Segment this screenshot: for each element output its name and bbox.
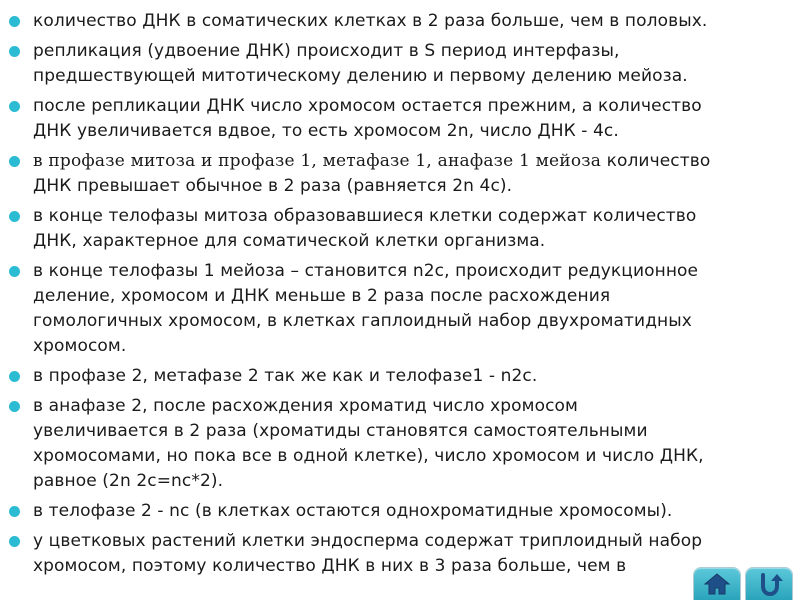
bullet-text-line: хромосомами, но пока все в одной клетке), число хромосом и число ДНК, <box>33 446 704 466</box>
bullet-text-line: после репликации ДНК число хромосом остается прежним, а количество <box>33 96 702 116</box>
list-item <box>7 39 793 89</box>
bullet-text-serif: в профазе митоза и профазе 1, метафазе 1, анафазе 1 мейоза <box>33 151 602 171</box>
bullet-text: количество ДНК в соматических клетках в 2 раза больше, чем в половых. <box>33 11 708 31</box>
bullet-dot <box>9 156 20 167</box>
bullet-dot <box>9 506 20 517</box>
bullet-dot <box>9 211 20 222</box>
bullet-text-line: предшествующей митотическому делению и первому делению мейоза. <box>33 66 688 86</box>
home-button[interactable] <box>694 568 740 600</box>
back-button[interactable] <box>746 568 792 600</box>
bullet-dot <box>9 266 20 277</box>
bullet-text-line: ДНК увеличивается вдвое, то есть хромосом 2n, число ДНК - 4c. <box>33 121 619 141</box>
bullet-text: количество <box>601 151 711 171</box>
bullet-text-line: гомологичных хромосом, в клетках гаплоидный набор двухроматидных <box>33 311 692 331</box>
list-item <box>7 364 793 389</box>
bullet-dot <box>9 536 20 547</box>
list-item <box>7 94 793 144</box>
bullet-dot <box>9 46 20 57</box>
bullet-dot <box>9 101 20 112</box>
bullet-text-line: равное (2n 2c=nc*2). <box>33 471 224 491</box>
bullet-dot <box>9 371 20 382</box>
bullet-text-line: хромосом, поэтому количество ДНК в них в 3 раза больше, чем в <box>33 556 627 576</box>
bullet-text-line: ДНК, характерное для соматической клетки организма. <box>33 231 546 251</box>
bullet-text-line: в анафазе 2, после расхождения хроматид число хромосом <box>33 396 578 416</box>
bullet-text-line: у цветковых растений клетки эндосперма содержат триплоидный набор <box>33 531 703 551</box>
bullet-text-line: увеличивается в 2 раза (хроматиды становятся самостоятельными <box>33 421 648 441</box>
bullet-text-line: в конце телофазы митоза образовавшиеся клетки содержат количество <box>33 206 697 226</box>
list-item <box>7 259 793 359</box>
list-item <box>7 9 793 34</box>
bullet-text: в профазе 2, метафазе 2 так же как и телофазе1 - n2c. <box>33 366 538 386</box>
bullet-dot <box>9 401 20 412</box>
home-icon <box>702 572 732 596</box>
bullet-list <box>7 9 793 584</box>
bullet-text-line: деление, хромосом и ДНК меньше в 2 раза после расхождения <box>33 286 611 306</box>
list-item <box>7 149 793 199</box>
list-item <box>7 394 793 494</box>
list-item <box>7 499 793 524</box>
bullet-text-line: в конце телофазы 1 мейоза – становится n2c, происходит редукционное <box>33 261 699 281</box>
list-item <box>7 204 793 254</box>
bullet-text: в телофазе 2 - nc (в клетках остаются однохроматидные хромосомы). <box>33 501 673 521</box>
return-arrow-icon <box>754 572 784 596</box>
bullet-text-line: хромосом. <box>33 336 127 356</box>
bullet-dot <box>9 16 20 27</box>
bullet-text-line: репликация (удвоение ДНК) происходит в S период интерфазы, <box>33 41 620 61</box>
bullet-text-line: ДНК превышает обычное в 2 раза (равняется 2n 4c). <box>33 176 513 196</box>
list-item <box>7 529 793 579</box>
